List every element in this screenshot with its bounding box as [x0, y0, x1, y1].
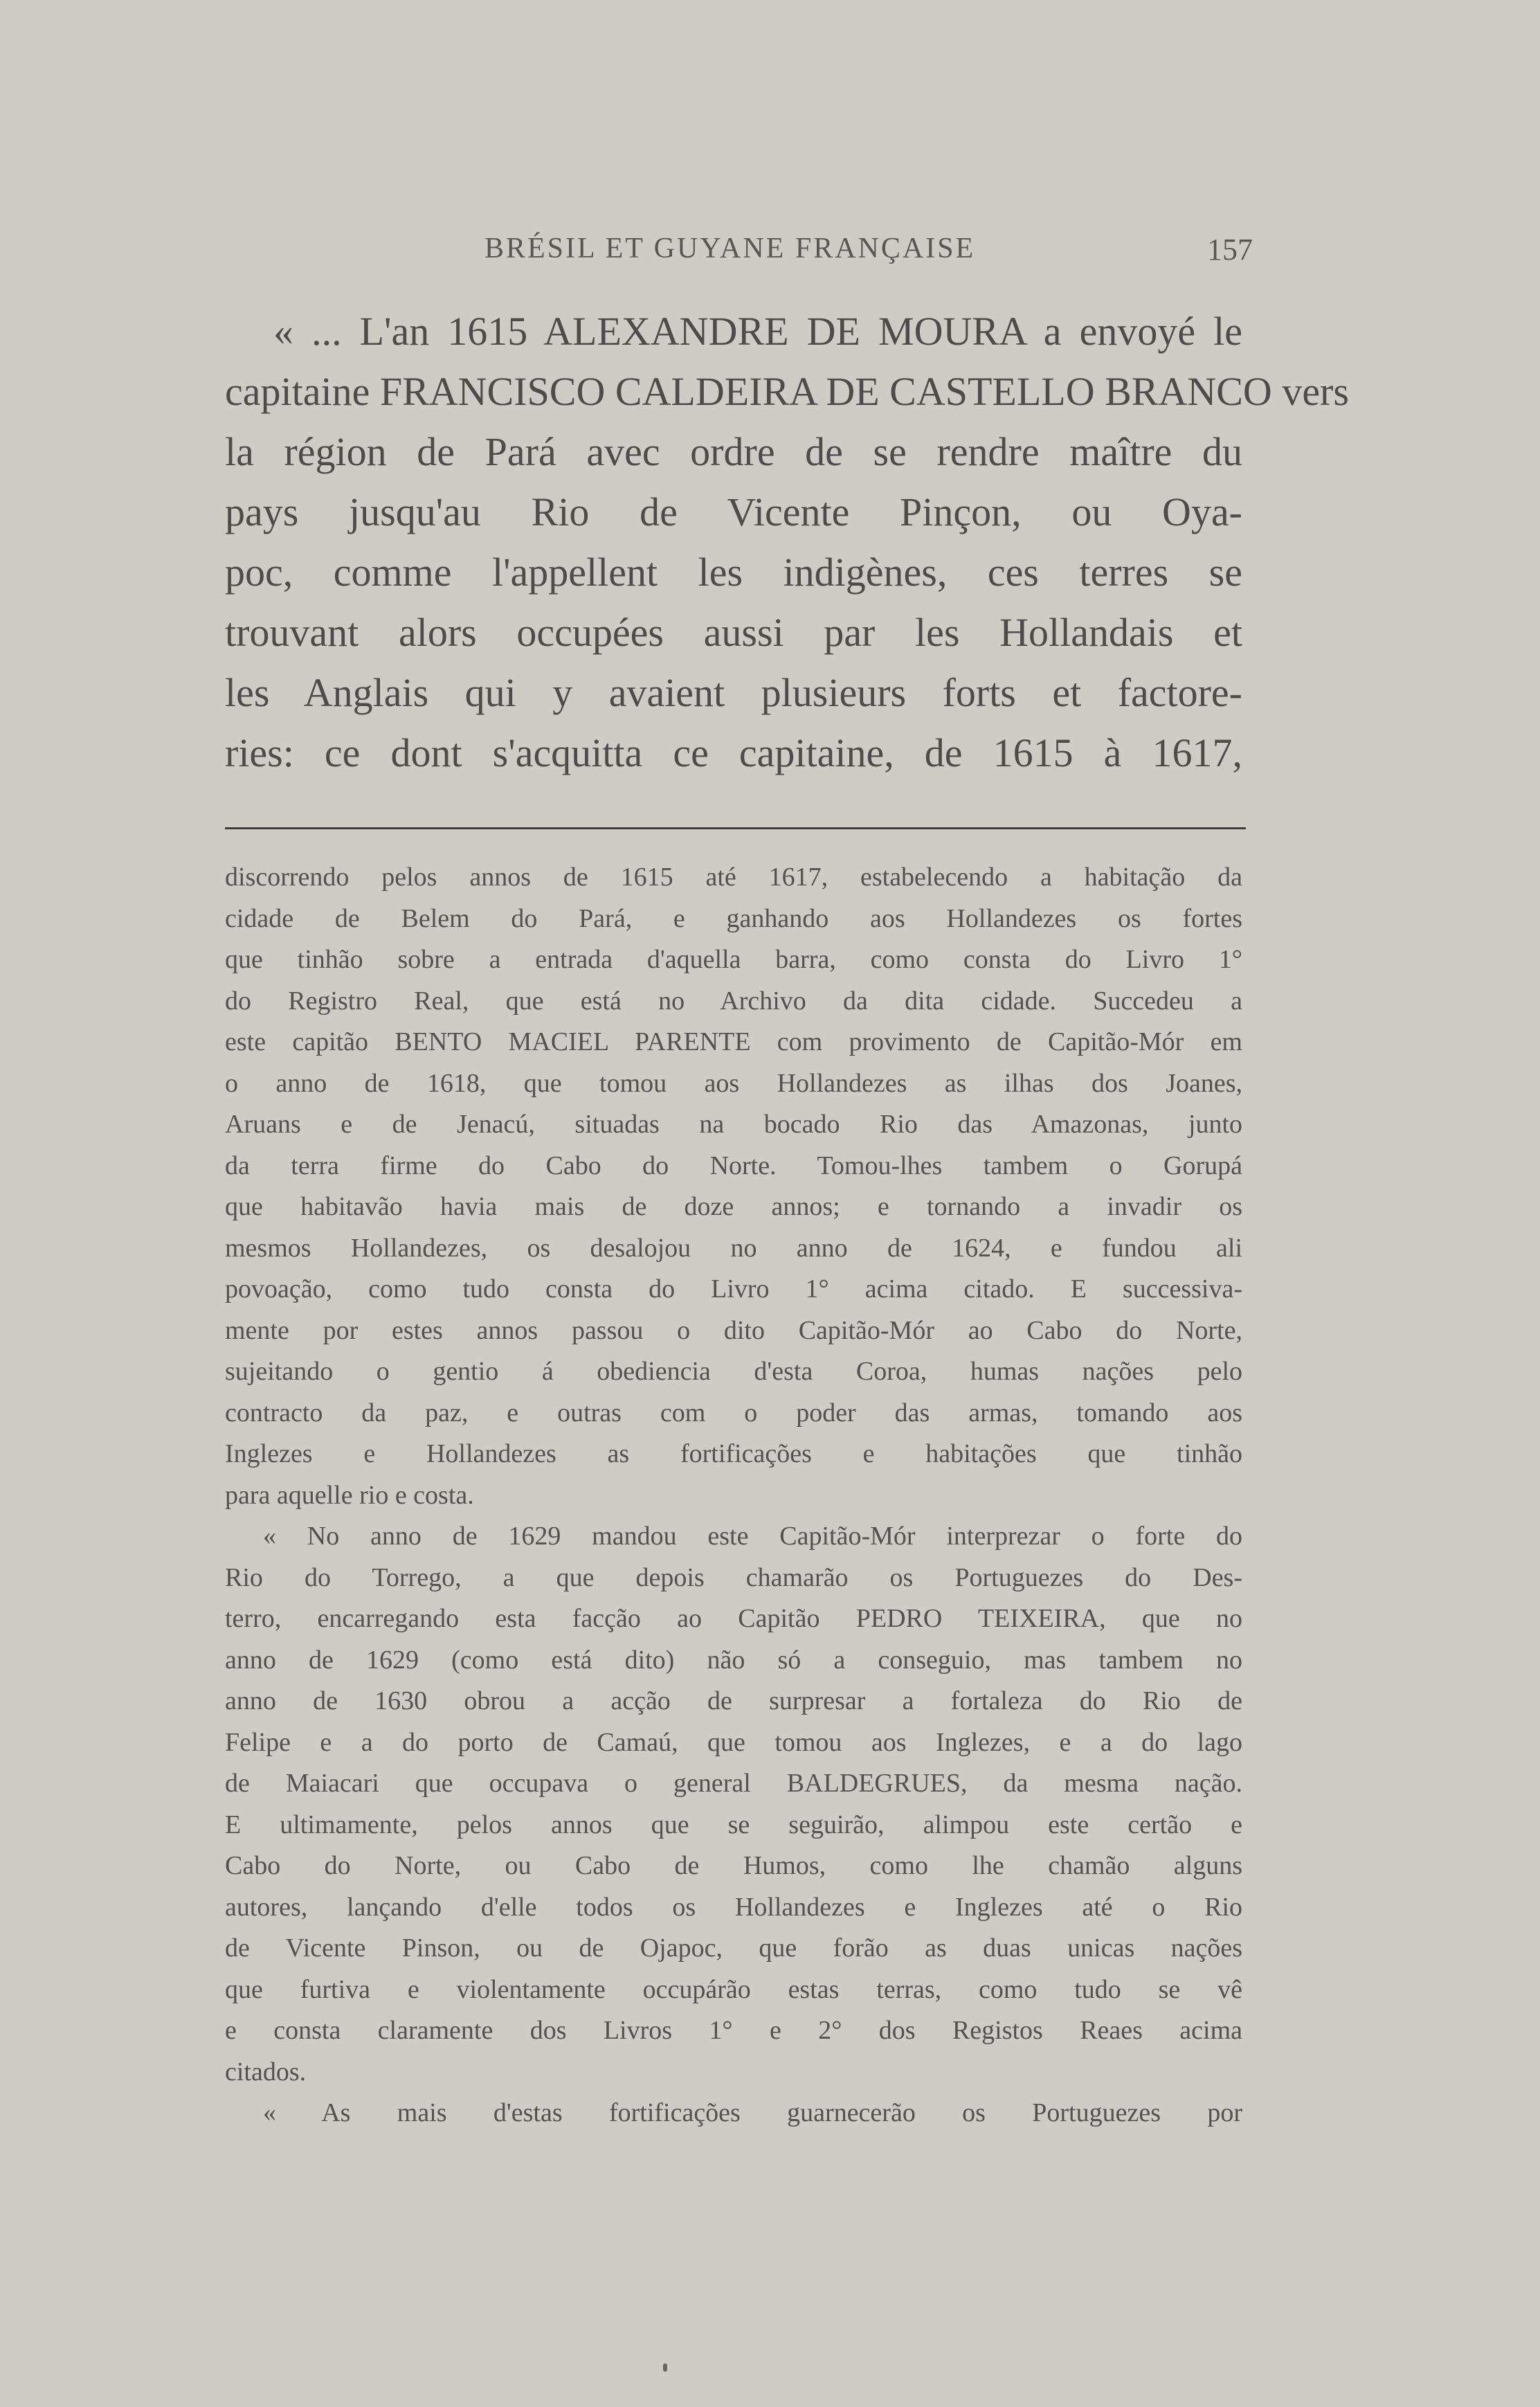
footnote-line: terro, encarregando esta facção ao Capitão PEDRO TEIXEIRA, que no [225, 1604, 1242, 1633]
footnote-line: da terra firme do Cabo do Norte. Tomou-lhes tambem o Gorupá [225, 1151, 1242, 1180]
footnote-line: que tinhão sobre a entrada d'aquella barra, como consta do Livro 1° [225, 945, 1242, 974]
running-title: BRÉSIL ET GUYANE FRANÇAISE [484, 233, 976, 264]
main-line: ries: ce dont s'acquitta ce capitaine, de 1615 à 1617, [225, 730, 1242, 775]
footnote-line: mesmos Hollandezes, os desalojou no anno de 1624, e fundou ali [225, 1233, 1242, 1263]
footnote-line: que furtiva e violentamente occupárão estas terras, como tudo se vê [225, 1974, 1242, 2004]
footnote-line: E ultimamente, pelos annos que se seguirão, alimpou este certão e [225, 1810, 1242, 1839]
main-line: capitaine FRANCISCO CALDEIRA DE CASTELLO BRANCO vers [225, 369, 1349, 414]
footnote-line: povoação, como tudo consta do Livro 1° acima citado. E successiva- [225, 1274, 1242, 1304]
footnote [225, 857, 1242, 2134]
print-speck [663, 2363, 667, 2372]
footnote-line: Felipe e a do porto de Camaú, que tomou aos Inglezes, e a do lago [225, 1727, 1242, 1757]
main-line: pays jusqu'au Rio de Vicente Pinçon, ou Oya- [225, 489, 1242, 534]
footnote-line: sujeitando o gentio á obediencia d'esta Coroa, humas nações pelo [225, 1357, 1242, 1386]
footnote-line: para aquelle rio e costa. [225, 1480, 474, 1510]
main-line: la région de Pará avec ordre de se rendre maître du [225, 429, 1242, 474]
footnote-line: Cabo do Norte, ou Cabo de Humos, como lhe chamão alguns [225, 1851, 1242, 1880]
main-line: poc, comme l'appellent les indigènes, ces terres se [225, 550, 1242, 595]
footnote-line: que habitavão havia mais de doze annos; e tornando a invadir os [225, 1192, 1242, 1221]
footnote-line: autores, lançando d'elle todos os Hollandezes e Inglezes até o Rio [225, 1892, 1242, 1922]
running-head [484, 232, 1253, 280]
footnote-line: de Maiacari que occupava o general BALDEGRUES, da mesma nação. [225, 1769, 1242, 1798]
footnote-line: o anno de 1618, que tomou aos Hollandezes as ilhas dos Joanes, [225, 1068, 1242, 1098]
footnote-line: « No anno de 1629 mandou este Capitão-Mór interprezar o forte do [263, 1522, 1242, 1551]
footnote-line: de Vicente Pinson, ou de Ojapoc, que forão as duas unicas nações [225, 1933, 1242, 1963]
footnote-line: citados. [225, 2057, 307, 2086]
main-line: les Anglais qui y avaient plusieurs forts et factore- [225, 670, 1242, 715]
footnote-line: este capitão BENTO MACIEL PARENTE com provimento de Capitão-Mór em [225, 1027, 1242, 1056]
footnote-line: anno de 1630 obrou a acção de surpresar a fortaleza do Rio de [225, 1686, 1242, 1715]
footnote-line: e consta claramente dos Livros 1° e 2° dos Registos Reaes acima [225, 2016, 1242, 2045]
footnote-line: Rio do Torrego, a que depois chamarão os Portuguezes do Des- [225, 1562, 1242, 1592]
page-number: 157 [1207, 233, 1253, 267]
main-paragraph [225, 301, 1349, 783]
footnote-line: contracto da paz, e outras com o poder das armas, tomando aos [225, 1398, 1242, 1427]
main-line: trouvant alors occupées aussi par les Hollandais et [225, 610, 1242, 655]
footnote-divider [225, 827, 1246, 829]
main-line: « ... L'an 1615 ALEXANDRE DE MOURA a envoyé le [273, 309, 1242, 354]
footnote-line: discorrendo pelos annos de 1615 até 1617, estabelecendo a habitação da [225, 863, 1242, 892]
footnote-line: cidade de Belem do Pará, e ganhando aos Hollandezes os fortes [225, 903, 1242, 933]
footnote-line: do Registro Real, que está no Archivo da dita cidade. Succedeu a [225, 986, 1242, 1016]
footnote-line: anno de 1629 (como está dito) não só a conseguio, mas tambem no [225, 1645, 1242, 1675]
footnote-line: Aruans e de Jenacú, situadas na bocado Rio das Amazonas, junto [225, 1110, 1242, 1139]
footnote-line: « As mais d'estas fortificações guarnecerão os Portuguezes por [263, 2098, 1242, 2127]
footnote-line: Inglezes e Hollandezes as fortificações e habitações que tinhão [225, 1439, 1242, 1468]
footnote-line: mente por estes annos passou o dito Capitão-Mór ao Cabo do Norte, [225, 1315, 1242, 1345]
